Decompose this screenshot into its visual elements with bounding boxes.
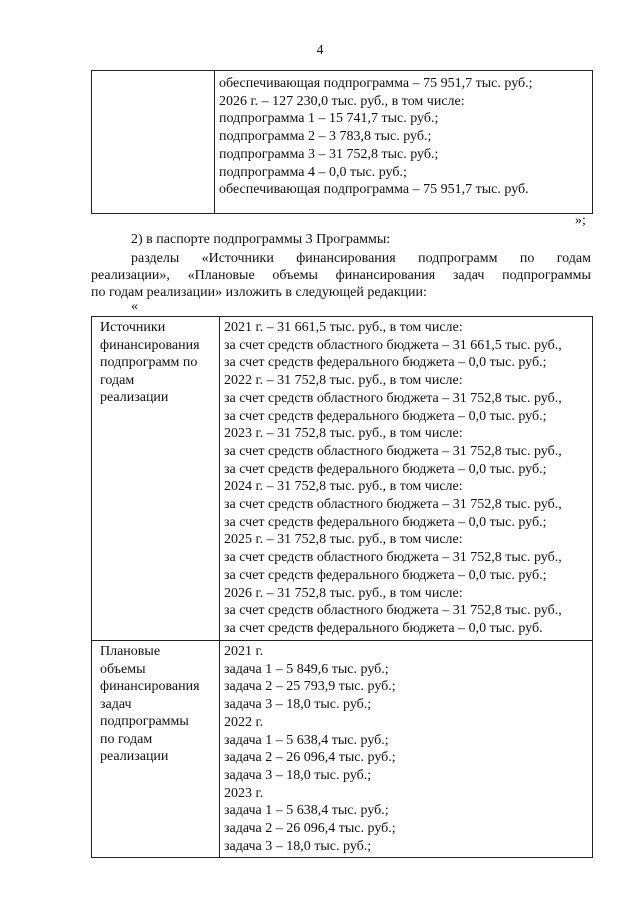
subprogram-passport-table (91, 316, 593, 858)
closing-quote: »; (575, 213, 586, 228)
word: подпрограммы (502, 268, 591, 283)
row-label-line: Плановые (100, 644, 161, 659)
funding-sources-value-cell (220, 317, 593, 641)
word: реализации», (91, 268, 170, 283)
word: объемы (272, 268, 318, 283)
row-label-line: задач (100, 696, 132, 712)
text-line: 2021 г. (224, 644, 264, 659)
open-quote: « (131, 299, 138, 314)
text-line: задача 2 – 26 096,4 тыс. руб.; (224, 821, 396, 837)
row-label-line: годам (100, 372, 135, 388)
text-line: задача 1 – 5 638,4 тыс. руб.; (224, 803, 389, 819)
text-line: за счет средств областного бюджета – 31 752,8 тыс. руб., (224, 390, 562, 406)
text-line: за счет средств федерального бюджета – 0,0 тыс. руб.; (224, 461, 547, 477)
text-line: задача 2 – 26 096,4 тыс. руб.; (224, 750, 396, 766)
word: по (519, 251, 535, 266)
text-line: за счет средств областного бюджета – 31 752,8 тыс. руб., (224, 443, 562, 459)
word: задач (452, 268, 485, 283)
text-line: подпрограмма 3 – 31 752,8 тыс. руб.; (219, 146, 439, 162)
word: годам (556, 251, 591, 266)
text-line: задача 2 – 25 793,9 тыс. руб.; (224, 679, 396, 695)
paragraph-line-1 (91, 251, 591, 267)
text-line: за счет средств федерального бюджета – 0,0 тыс. руб.; (224, 408, 547, 424)
text-line: за счет средств федерального бюджета – 0,0 тыс. руб. (224, 620, 543, 636)
financing-details-cell (215, 71, 593, 214)
row-label-line: финансирования (100, 337, 200, 353)
row-label-line: объемы (100, 661, 146, 677)
page-number: 4 (316, 43, 324, 58)
paragraph-line-2 (91, 268, 591, 284)
text-line: 2021 г. – 31 661,5 тыс. руб., в том числе: (224, 320, 463, 335)
word: финансирования (296, 251, 396, 266)
text-line: за счет средств федерального бюджета – 0,0 тыс. руб.; (224, 514, 547, 530)
row-label-line: подпрограмм по (100, 355, 198, 370)
empty-label-cell (92, 71, 215, 214)
text-line: 2026 г. – 127 230,0 тыс. руб., в том числе: (219, 93, 465, 109)
text-line: за счет средств федерального бюджета – 0,0 тыс. руб.; (224, 355, 547, 371)
row-label-line: по годам (100, 731, 153, 747)
planned-volumes-label-cell (92, 641, 220, 858)
text-line: задача 1 – 5 849,6 тыс. руб.; (224, 661, 389, 677)
text-line: задача 3 – 18,0 тыс. руб.; (224, 767, 372, 783)
text-line: обеспечивающая подпрограмма – 75 951,7 тыс. руб. (219, 182, 529, 198)
word: финансирования (335, 268, 436, 283)
text-line: за счет средств федерального бюджета – 0,0 тыс. руб.; (224, 567, 547, 583)
row-label-line: Источники (100, 320, 166, 335)
word: подпрограмм (418, 251, 498, 266)
funding-sources-label-cell (92, 317, 220, 641)
text-line: за счет средств областного бюджета – 31 752,8 тыс. руб., (224, 497, 562, 513)
paragraph-line-3: по годам реализации» изложить в следующей редакции: (91, 285, 427, 300)
text-line: 2024 г. – 31 752,8 тыс. руб., в том числе: (224, 479, 463, 495)
text-line: подпрограмма 1 – 15 741,7 тыс. руб.; (219, 111, 439, 127)
word: «Плановые (187, 268, 255, 283)
text-line: за счет средств областного бюджета – 31 661,5 тыс. руб., (224, 337, 562, 353)
text-line: 2023 г. – 31 752,8 тыс. руб., в том числе: (224, 426, 463, 442)
text-line: обеспечивающая подпрограмма – 75 951,7 тыс. руб.; (219, 76, 533, 91)
text-line: 2022 г. (224, 714, 264, 730)
word: «Источники (201, 251, 274, 266)
text-line: задача 1 – 5 638,4 тыс. руб.; (224, 732, 389, 748)
text-line: подпрограмма 4 – 0,0 тыс. руб.; (219, 164, 407, 180)
text-line: за счет средств областного бюджета – 31 752,8 тыс. руб., (224, 603, 562, 619)
text-line: за счет средств областного бюджета – 31 752,8 тыс. руб., (224, 550, 562, 566)
row-label-line: реализации (100, 749, 169, 764)
text-line: 2025 г. – 31 752,8 тыс. руб., в том числе: (224, 532, 463, 548)
planned-volumes-value-cell (220, 641, 593, 858)
row-label-line: реализации (100, 390, 169, 405)
word: разделы (131, 251, 180, 266)
text-line: подпрограмма 2 – 3 783,8 тыс. руб.; (219, 129, 432, 145)
text-line: задача 3 – 18,0 тыс. руб.; (224, 697, 372, 713)
text-line: 2022 г. – 31 752,8 тыс. руб., в том числе: (224, 373, 463, 389)
text-line: 2026 г. – 31 752,8 тыс. руб., в том числе: (224, 585, 463, 601)
financing-table-continuation (91, 70, 593, 214)
row-label-line: подпрограммы (100, 714, 189, 729)
row-label-line: финансирования (100, 679, 200, 694)
text-line: задача 3 – 18,0 тыс. руб.; (224, 838, 372, 854)
text-line: 2023 г. (224, 785, 264, 801)
paragraph-intro: 2) в паспорте подпрограммы 3 Программы: (131, 232, 391, 247)
